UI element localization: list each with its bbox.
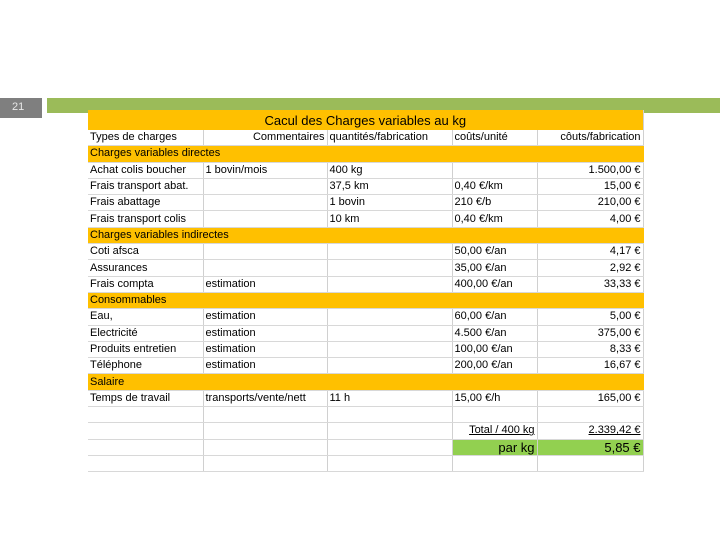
cell-unit-cost: 0,40 €/km	[452, 178, 537, 194]
table-row	[88, 276, 643, 292]
header-qty: quantités/fabrication	[327, 130, 452, 146]
cell-unit-cost: 200,00 €/an	[452, 358, 537, 374]
cell-unit-cost: 0,40 €/km	[452, 211, 537, 227]
cell-type: Temps de travail	[88, 390, 203, 406]
cell-comment: estimation	[203, 358, 327, 374]
cell-unit-cost: 100,00 €/an	[452, 341, 537, 357]
cell-fab-cost: 5,00 €	[537, 309, 643, 325]
total-value: 2.339,42 €	[537, 423, 643, 439]
cell-type: Eau,	[88, 309, 203, 325]
cell-fab-cost: 165,00 €	[537, 390, 643, 406]
cell-qty	[327, 358, 452, 374]
cell-type: Coti afsca	[88, 244, 203, 260]
empty-cell	[203, 407, 327, 423]
cell-qty: 1 bovin	[327, 195, 452, 211]
empty-cell	[452, 407, 537, 423]
cell-comment	[203, 211, 327, 227]
section-indirect: Charges variables indirectes	[88, 227, 643, 243]
cell-unit-cost: 4.500 €/an	[452, 325, 537, 341]
cell-type: Produits entretien	[88, 341, 203, 357]
cell-fab-cost: 1.500,00 €	[537, 162, 643, 178]
cell-fab-cost: 16,67 €	[537, 358, 643, 374]
total-row	[88, 423, 643, 439]
table-row	[88, 358, 643, 374]
section-row	[88, 374, 643, 390]
table-row	[88, 162, 643, 178]
empty-cell	[327, 455, 452, 471]
title-row	[88, 110, 643, 130]
cell-qty	[327, 341, 452, 357]
cell-qty: 11 h	[327, 390, 452, 406]
cell-qty	[327, 260, 452, 276]
table-row	[88, 260, 643, 276]
cell-fab-cost: 4,17 €	[537, 244, 643, 260]
table-row	[88, 178, 643, 194]
section-salary: Salaire	[88, 374, 643, 390]
slide-number: 21	[12, 101, 25, 113]
table-row	[88, 244, 643, 260]
accent-bar-gap	[42, 98, 47, 118]
cell-fab-cost: 4,00 €	[537, 211, 643, 227]
cell-qty: 37,5 km	[327, 178, 452, 194]
cell-fab-cost: 15,00 €	[537, 178, 643, 194]
cell-qty: 10 km	[327, 211, 452, 227]
table-row	[88, 390, 643, 406]
cell-type: Assurances	[88, 260, 203, 276]
table-row	[88, 211, 643, 227]
cell-comment	[203, 260, 327, 276]
cell-type: Achat colis boucher	[88, 162, 203, 178]
cell-comment: 1 bovin/mois	[203, 162, 327, 178]
header-type: Types de charges	[88, 130, 203, 146]
section-row	[88, 292, 643, 308]
empty-cell	[537, 455, 643, 471]
table-row	[88, 325, 643, 341]
cell-unit-cost: 35,00 €/an	[452, 260, 537, 276]
cell-unit-cost: 400,00 €/an	[452, 276, 537, 292]
cell-unit-cost: 60,00 €/an	[452, 309, 537, 325]
cell-qty	[327, 276, 452, 292]
empty-cell	[537, 407, 643, 423]
empty-cell	[203, 439, 327, 455]
per-kg-row	[88, 439, 643, 455]
per-kg-value: 5,85 €	[537, 439, 643, 455]
cell-comment: estimation	[203, 325, 327, 341]
total-label: Total / 400 kg	[452, 423, 537, 439]
cell-comment	[203, 178, 327, 194]
section-row	[88, 227, 643, 243]
cell-unit-cost: 15,00 €/h	[452, 390, 537, 406]
cell-qty	[327, 244, 452, 260]
empty-cell	[452, 455, 537, 471]
cell-fab-cost: 375,00 €	[537, 325, 643, 341]
cell-comment	[203, 195, 327, 211]
cell-qty: 400 kg	[327, 162, 452, 178]
cell-unit-cost: 50,00 €/an	[452, 244, 537, 260]
cell-type: Electricité	[88, 325, 203, 341]
empty-row	[88, 455, 643, 471]
table-row	[88, 309, 643, 325]
cell-comment: estimation	[203, 341, 327, 357]
cell-type: Frais transport colis	[88, 211, 203, 227]
charges-table	[88, 110, 644, 472]
table-row	[88, 195, 643, 211]
cell-fab-cost: 8,33 €	[537, 341, 643, 357]
header-unit-cost: coûts/unité	[452, 130, 537, 146]
cell-type: Frais transport abat.	[88, 178, 203, 194]
empty-cell	[88, 439, 203, 455]
empty-cell	[88, 455, 203, 471]
empty-cell	[88, 423, 203, 439]
cell-qty	[327, 325, 452, 341]
cell-fab-cost: 2,92 €	[537, 260, 643, 276]
section-consumables: Consommables	[88, 292, 643, 308]
cell-unit-cost	[452, 162, 537, 178]
cell-fab-cost: 210,00 €	[537, 195, 643, 211]
cell-comment: estimation	[203, 276, 327, 292]
empty-cell	[327, 407, 452, 423]
table-title: Cacul des Charges variables au kg	[88, 110, 643, 130]
empty-cell	[203, 423, 327, 439]
cell-comment: estimation	[203, 309, 327, 325]
cell-comment	[203, 244, 327, 260]
cell-type: Frais abattage	[88, 195, 203, 211]
cell-type: Frais compta	[88, 276, 203, 292]
empty-cell	[203, 455, 327, 471]
header-fab-cost: côuts/fabrication	[537, 130, 643, 146]
cell-type: Téléphone	[88, 358, 203, 374]
empty-cell	[327, 423, 452, 439]
empty-cell	[88, 407, 203, 423]
section-row	[88, 146, 643, 162]
empty-row	[88, 407, 643, 423]
cell-comment: transports/vente/nett	[203, 390, 327, 406]
table-row	[88, 341, 643, 357]
header-comment: Commentaires	[203, 130, 327, 146]
section-direct: Charges variables directes	[88, 146, 643, 162]
cell-qty	[327, 309, 452, 325]
cell-unit-cost: 210 €/b	[452, 195, 537, 211]
empty-cell	[327, 439, 452, 455]
per-kg-label: par kg	[452, 439, 537, 455]
cell-fab-cost: 33,33 €	[537, 276, 643, 292]
header-row	[88, 130, 643, 146]
